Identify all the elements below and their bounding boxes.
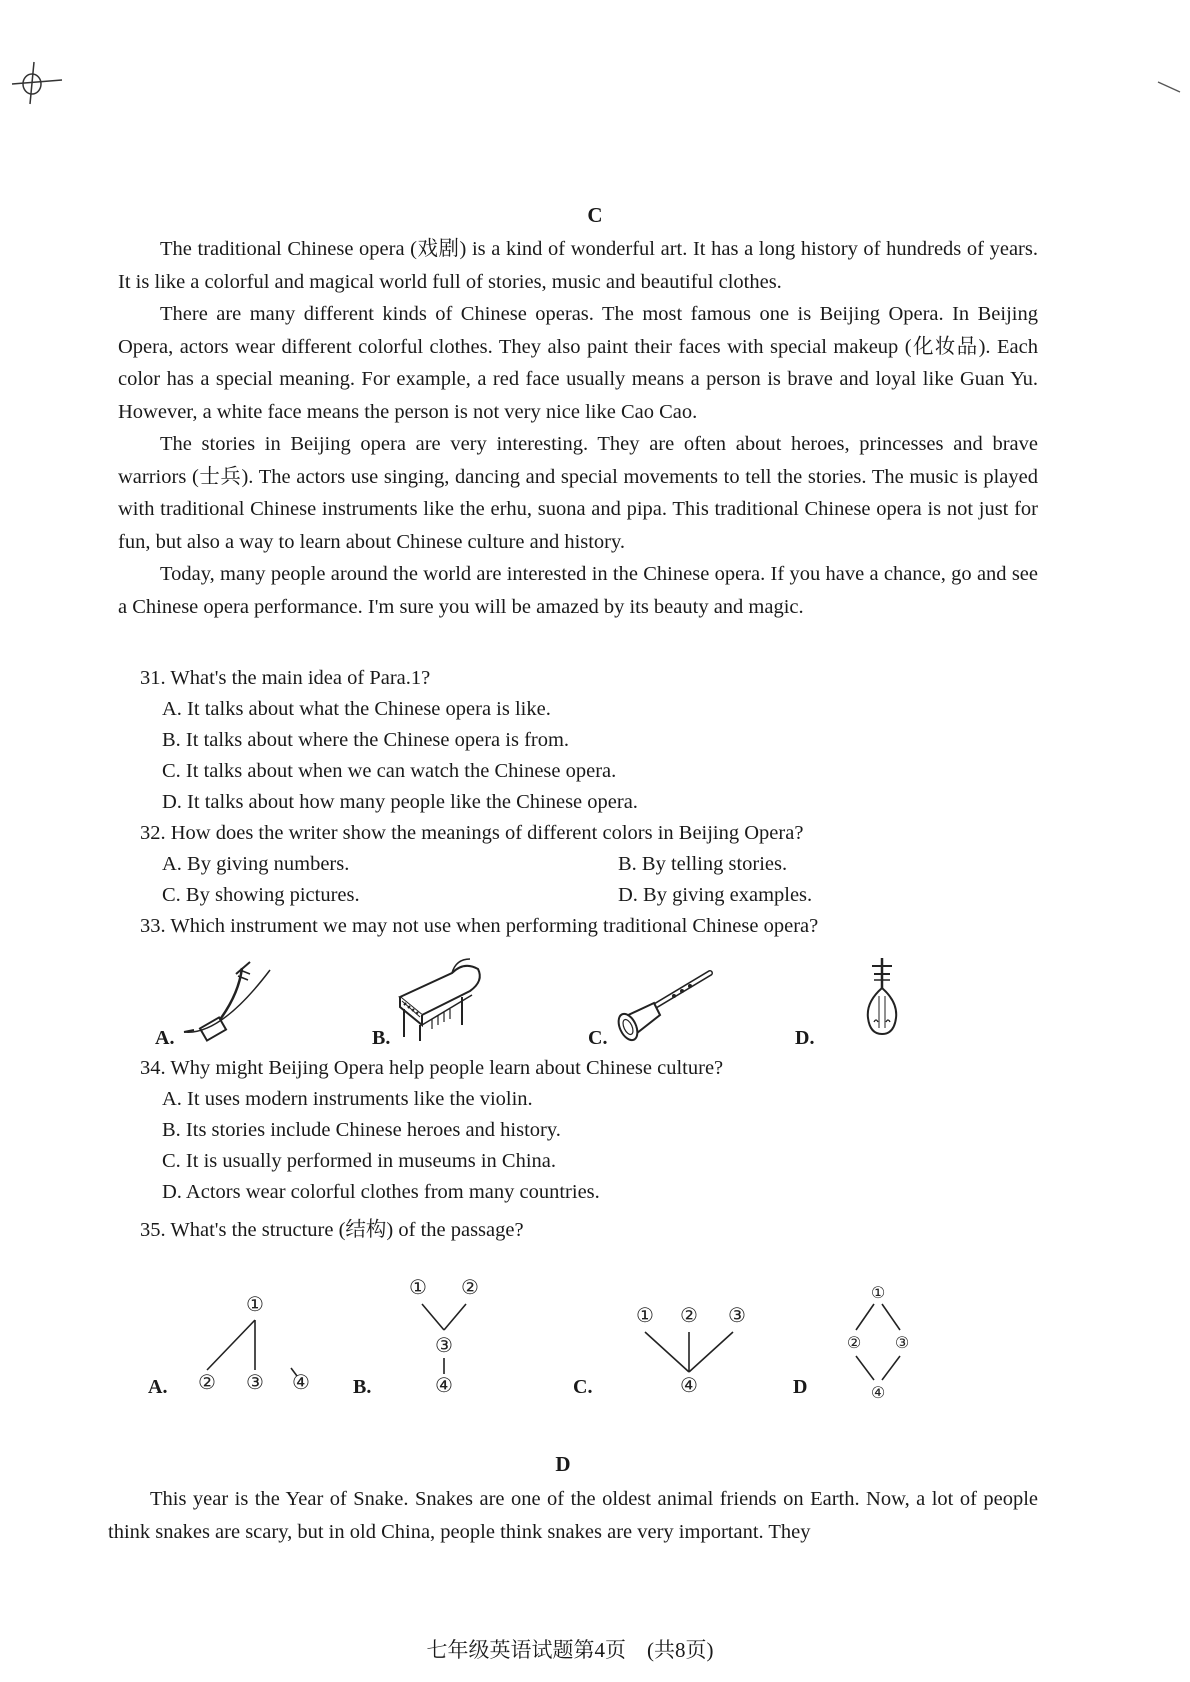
question-32-option-a[interactable]: A. By giving numbers.: [162, 853, 350, 875]
suona-icon[interactable]: [610, 965, 720, 1045]
page-footer: 七年级英语试题第4页 (共8页): [426, 1638, 714, 1662]
registration-mark-icon: [10, 60, 70, 110]
structure-node: ④: [435, 1373, 453, 1394]
question-34-option-c[interactable]: C. It is usually performed in museums in China.: [162, 1150, 557, 1172]
q35-label-b[interactable]: B.: [353, 1376, 372, 1398]
structure-node: ①: [246, 1292, 264, 1316]
question-31-option-b[interactable]: B. It talks about where the Chinese opera is from.: [162, 729, 570, 751]
pipa-icon[interactable]: [862, 956, 902, 1038]
structure-node: ②: [680, 1303, 698, 1327]
question-31-stem: 31. What's the main idea of Para.1?: [140, 667, 431, 689]
q33-label-b[interactable]: B.: [372, 1027, 391, 1049]
question-31-option-d[interactable]: D. It talks about how many people like the Chinese opera.: [162, 791, 638, 813]
question-34-stem: 34. Why might Beijing Opera help people learn about Chinese culture?: [140, 1057, 724, 1079]
question-32-option-b[interactable]: B. By telling stories.: [618, 853, 788, 875]
question-31-option-c[interactable]: C. It talks about when we can watch the Chinese opera.: [162, 760, 617, 782]
structure-node: ④: [292, 1370, 310, 1390]
question-35-stem: 35. What's the structure (结构) of the passage?: [140, 1219, 524, 1241]
q35-label-c[interactable]: C.: [573, 1376, 593, 1398]
structure-d-diagram[interactable]: [838, 1280, 918, 1400]
q35-label-a[interactable]: A.: [148, 1376, 168, 1398]
question-34-option-b[interactable]: B. Its stories include Chinese heroes and history.: [162, 1119, 561, 1141]
q35-label-d[interactable]: D: [793, 1376, 808, 1398]
structure-node: ①: [870, 1283, 886, 1302]
structure-node: ④: [870, 1383, 886, 1400]
structure-node: ④: [680, 1373, 698, 1397]
corner-tick-mark: [1156, 78, 1186, 98]
question-34-option-a[interactable]: A. It uses modern instruments like the violin.: [162, 1088, 533, 1110]
structure-c-diagram[interactable]: [625, 1300, 765, 1400]
structure-a-diagram[interactable]: [185, 1290, 325, 1390]
passage-paragraph: There are many different kinds of Chinese operas. The most famous one is Beijing Opera. In Beijing Opera, actors wear different colorful clothes. They also paint their faces with special makeup (化妆品). Each color has a special meaning. For example, a red face usually means a person is brave and loyal like Guan Yu. However, a white face means the person is not very nice like Cao Cao.: [118, 303, 1038, 423]
structure-node: ③: [435, 1333, 453, 1357]
section-d-title: D: [555, 1452, 571, 1476]
section-d-passage: [108, 1483, 1038, 1548]
question-31-option-a[interactable]: A. It talks about what the Chinese opera is like.: [162, 698, 551, 720]
section-c-title: C: [587, 203, 603, 227]
passage-paragraph: This year is the Year of Snake. Snakes are one of the oldest animal friends on Earth. Now, a lot of people think snakes are scary, but in old China, people think snakes are very important. They: [108, 1488, 1038, 1543]
q33-label-d[interactable]: D.: [795, 1027, 815, 1049]
structure-node: ③: [894, 1333, 910, 1352]
question-32-stem: 32. How does the writer show the meanings of different colors in Beijing Opera?: [140, 822, 804, 844]
erhu-icon[interactable]: [180, 960, 300, 1050]
q33-label-a[interactable]: A.: [155, 1027, 175, 1049]
structure-node: ①: [409, 1275, 427, 1299]
structure-node: ③: [728, 1303, 746, 1327]
passage-paragraph: Today, many people around the world are interested in the Chinese opera. If you have a chance, go and see a Chinese opera performance. I'm sure you will be amazed by its beauty and magic.: [118, 563, 1038, 618]
structure-node: ②: [461, 1275, 479, 1299]
section-c-passage: [118, 233, 1038, 623]
passage-paragraph: The stories in Beijing opera are very interesting. They are often about heroes, princesses and brave warriors (士兵). The actors use singing, dancing and special movements to tell the stories. The music is played with traditional Chinese instruments like the erhu, suona and pipa. This traditional Chinese opera is not just for fun, but also a way to learn about Chinese culture and history.: [118, 433, 1038, 553]
structure-node: ②: [198, 1370, 216, 1390]
structure-node: ①: [636, 1303, 654, 1327]
structure-b-diagram[interactable]: [400, 1274, 490, 1394]
passage-paragraph: The traditional Chinese opera (戏剧) is a kind of wonderful art. It has a long history of hundreds of years. It is like a colorful and magical world full of stories, music and beautiful clothes.: [118, 238, 1038, 293]
question-33-stem: 33. Which instrument we may not use when performing traditional Chinese opera?: [140, 915, 819, 937]
structure-node: ③: [246, 1370, 264, 1390]
question-32-option-c[interactable]: C. By showing pictures.: [162, 884, 360, 906]
q33-label-c[interactable]: C.: [588, 1027, 608, 1049]
structure-node: ②: [846, 1333, 862, 1352]
question-32-option-d[interactable]: D. By giving examples.: [618, 884, 813, 906]
question-34-option-d[interactable]: D. Actors wear colorful clothes from many countries.: [162, 1181, 600, 1203]
piano-icon[interactable]: [392, 955, 487, 1045]
